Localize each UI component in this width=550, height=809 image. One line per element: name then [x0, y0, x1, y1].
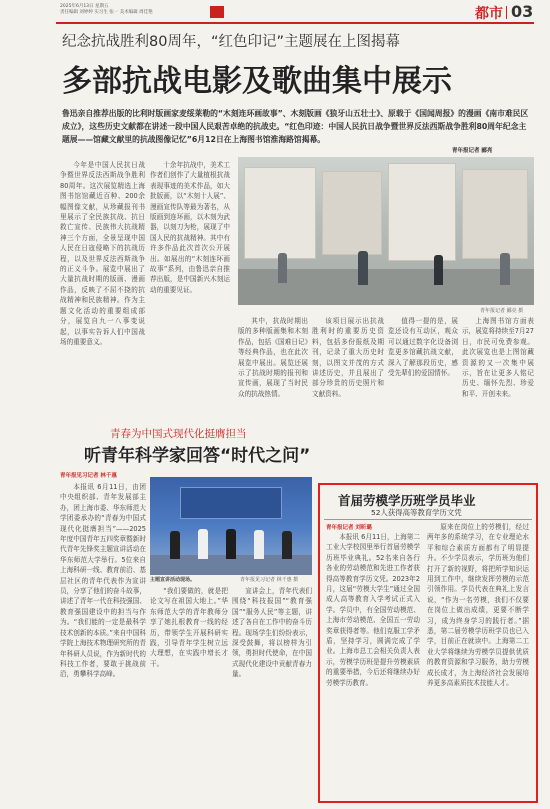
science-byline: 青年报见习记者 林千惠: [60, 473, 117, 479]
newspaper-logo-icon: [210, 6, 224, 18]
lead-credit: 青年报记者 郦亮: [452, 148, 493, 154]
box-column-2: 原来在岗位上的劳模们，经过两年多的系统学习，在专业理论水平和综合素质方面都有了明显提升。不少学员表示，学历班为他们打开了新的视野，将把所学知识运用到工作中，继续发挥劳模的示范引领作用。学员代表在典礼上发言说，“作为一名劳模，我们不仅要在岗位上做出成绩，更要不断学习，成为终身学习的践行者。”据悉，第二届劳模学历班学员也已入学，目前正在就读中。上海第二工业大学将继续为劳模学员提供优质的教育资源和学习服务，助力劳模成长成才，为上海经济社会发展培养更多高素质技术技能人才。: [427, 523, 529, 688]
main-column-1: 今年是中国人民抗日战争暨世界反法西斯战争胜利80周年。这次展览精选上海图书馆馆藏近百种、200余幅图像文献，从珍藏报刊书里展示了全民族抗战、抗日救亡宣传、民族伟大抗战精神三个方面，全景呈现中国人民在日寇侵略下的抗战历程，以及世界反法西斯战争的正义斗争。展览中展出了大量抗战时期的版画、漫画作品，反映了不屈不挠的抗战精神和民族精神。作为主题文化活动的重要组成部分，展览自九一八事变说起，以事实告诉人们中国战场的重要意义。: [60, 161, 145, 346]
science-column-1: 本报讯 6月11日，由团中央组织部、青年发展部主办，团上海市委、华东师范大学团委承办的“青春为中国式现代化挺膺担当”——2025年度中国青年五四奖章暨新时代青年先锋奖主题宣讲活动在华东师范大学举行。5位来自上海科研一线、教育前沿、基层社区的青年代表作为宣讲员，分享了他们的奋斗故事，讲述了青年一代在科技强国、教育强国建设中的担当与作为。“我们能的一定是最科学技术创新的本质。”来自中国科学院上海技术物理研究所的青年科研人员说，作为新时代的科技工作者，要敢于挑战前沿，勇攀科学高峰。: [60, 483, 146, 679]
header-editors: 责任编辑 刘婷婷 实习生 张一 美术编辑 周佳艳: [60, 10, 153, 15]
box-headline: 首届劳模学历班学员毕业: [338, 493, 476, 508]
science-headline: 听青年科学家回答“时代之问”: [84, 446, 311, 466]
header-divider: [506, 6, 507, 19]
main-column-6: 上海图书馆方面表示，展览将持续至7月27日，市民可免费参观。此次展览也是上图馆藏资源的又一次集中展示，旨在让更多人铭记历史、缅怀先烈、珍爱和平、开创未来。: [462, 317, 534, 398]
header-date: 2025年6月13日 星期五: [60, 4, 109, 9]
meeting-photo-caption: 主题宣讲活动现场。: [150, 577, 196, 583]
main-column-3: 其中，抗战时期出版的多种版画集和木刻作品，包括《国难日记》等经典作品，也在此次展览中展出。展览还展示了抗战时期的报刊和宣传画，展现了当时民众的抗战热情。: [238, 317, 308, 398]
exhibition-photo-credit: 青年报记者 郦亮 摄: [480, 308, 524, 314]
box-column-1: 本报讯 6月11日，上海第二工业大学校园里举行首届劳模学历班毕业典礼。52名来自各行各业的劳动模范和先进工作者获得高等教育学历文凭。2023年2月，这届“劳模大学生”通过全国成人高等教育入学考试正式入学。学员中，有全国劳动模范、上海市劳动模范、全国五一劳动奖章获得者等。他们克服工学矛盾，坚持学习，圆满完成了学业。上海市总工会相关负责人表示，劳模学历班是提升劳模素质的重要举措，今后还将继续办好劳模学历教育。: [326, 533, 420, 687]
page-number: 03: [511, 2, 534, 21]
box-byline: 青年报记者 刘昕璐: [326, 525, 372, 531]
science-column-3: 宣讲会上，青年代表们围绕“科技报国”“教育强国”“服务人民”等主题，讲述了各自在工作中的奋斗历程。现场学生们纷纷表示，深受鼓舞，将以榜样为引领，勇担时代使命，在中国式现代化建设中贡献青春力量。: [232, 587, 312, 679]
box-subheadline: 52人获得高等教育学历文凭: [371, 508, 462, 517]
main-column-2: 十余年抗战中，美术工作者们创作了大量植根抗战表现事迹的美术作品，如大批版画，以“木刻十人展”、漫画宣传队等最为著名，从版画到连环画，以木刻为武器，以刻刀为枪，展现了中国人民的抗战精神。其中有许多作品此次首次公开展出。如展出的“木刻连环画故事”系列，由鲁迅亲自推荐出版，是中国新兴木刻运动的重要见证。: [150, 161, 230, 294]
science-column-2: “我们要做的，就是把论文写在祖国大地上。”华东师范大学的青年教师分享了她扎根教育一线的经历，带领学生开展科研实践，引导青年学生树立远大理想，在实践中增长才干。: [150, 587, 228, 668]
header-rule: [56, 22, 534, 24]
main-lead: 鲁迅亲自推荐出版的比利时版画家麦绥莱勒的“木刻连环画故事”、木刻版画《狼牙山五壮士》、原载于《国闻周报》的漫画《南市难民区成立》，这些历史文献都在讲述一段中国人民艰苦卓绝的抗战史。“红色印迹：中国人民抗日战争暨世界反法西斯战争胜利80周年纪念主题展——馆藏文献里的抗战图像记忆”6月12日在上海图书馆淮海路馆揭幕。: [62, 109, 529, 144]
main-column-4: 该项目展示出抗战胜利时的重要历史资料，包括多份报纸及期刊，记录了重大历史时刻，以图文并茂的方式讲述历史，并且展出了部分珍贵的历史照片和文献资料。: [312, 317, 384, 398]
main-column-5: 值得一提的是，展览还设有互动区，观众可以通过数字化设备浏览更多馆藏抗战文献，深入了解那段历史，感受先辈们的爱国情怀。: [388, 317, 458, 378]
section-name: 都市: [475, 6, 503, 22]
meeting-photo-credit: 青年报见习记者 林千惠 摄: [240, 577, 299, 583]
science-kicker: 青春为中国式现代化挺膺担当: [110, 428, 247, 440]
main-kicker: 纪念抗战胜利80周年，“红色印记”主题展在上图揭幕: [62, 34, 400, 50]
exhibition-photo: [238, 157, 534, 305]
box-rule: [324, 519, 532, 520]
header-info: [60, 4, 210, 16]
meeting-photo: [150, 477, 312, 575]
main-headline: 多部抗战电影及歌曲集中展示: [62, 64, 452, 99]
